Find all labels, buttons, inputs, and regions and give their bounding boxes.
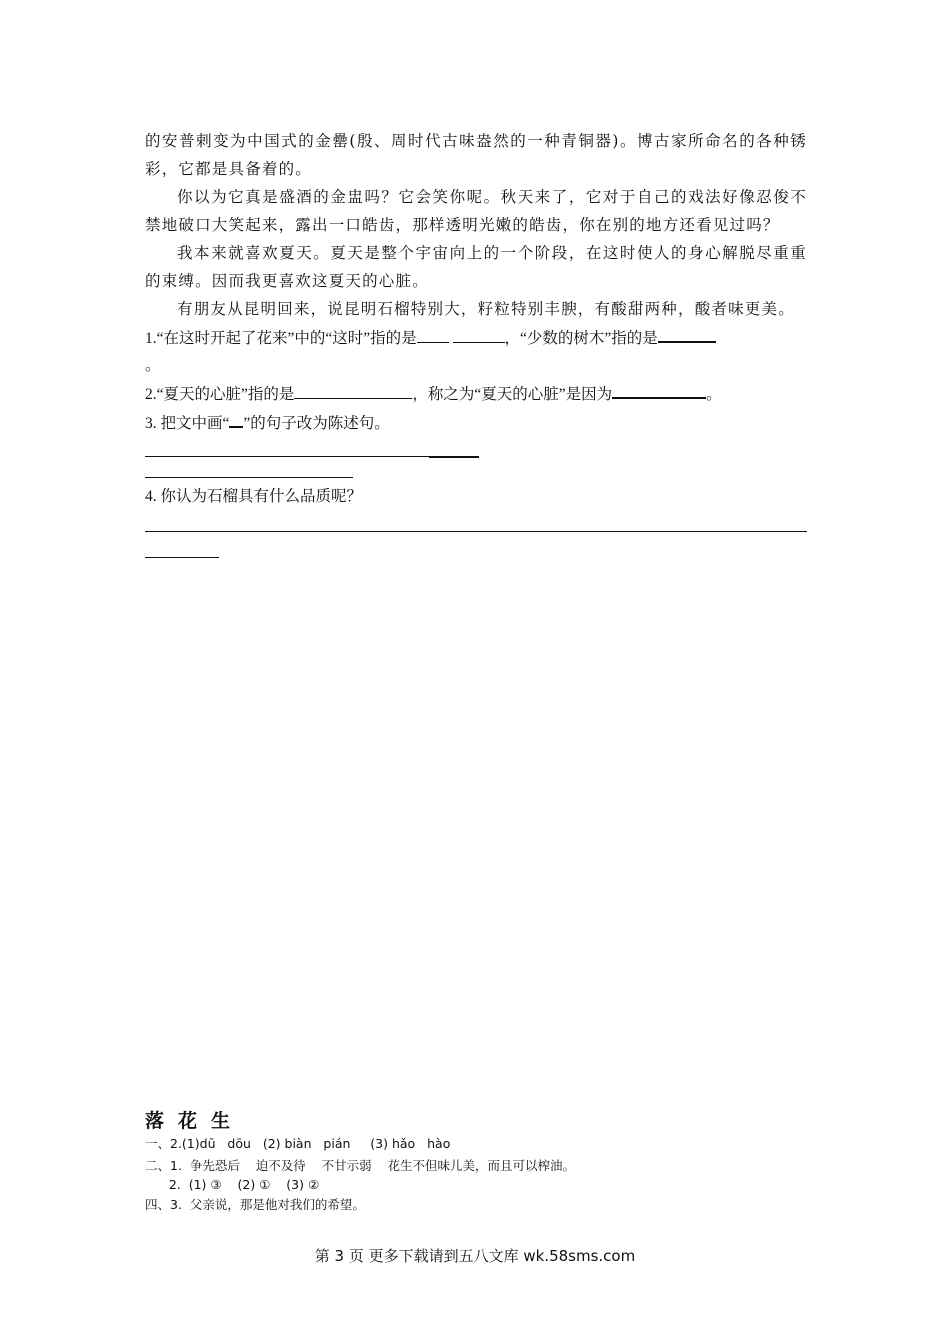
answer-key-line-4: 四、3. 父亲说，那是他对我们的希望。: [145, 1197, 365, 1212]
question-2-text-b: ，称之为“夏天的心脏”是因为: [412, 386, 613, 403]
passage-paragraph-4: 有朋友从昆明回来，说昆明石榴特别大，籽粒特别丰腴，有酸甜两种，酸者味更美。: [177, 300, 795, 318]
answer-key-line-3: 2. (1) ③ (2) ① (3) ②: [145, 1177, 320, 1192]
question-3: [145, 410, 807, 436]
page-footer: 第 3 页 更多下载请到五八文库 wk.58sms.com: [314, 1247, 636, 1265]
answer-key-title: 落花生: [145, 1110, 245, 1132]
answer-line-3a-end[interactable]: [429, 456, 479, 458]
answer-blank-2a[interactable]: [294, 382, 412, 399]
answer-blank-1b[interactable]: [453, 326, 505, 343]
question-3-text-b: ”的句子改为陈述句。: [243, 415, 390, 432]
question-2-text-a: 2.“夏天的心脏”指的是: [145, 386, 295, 403]
passage-paragraph-1: 的安普剌变为中国式的金罍(殷、周时代古味盎然的一种青铜器)。博古家所命名的各种锈彩，它都是具备着的。: [145, 132, 807, 178]
question-4: 4. 你认为石榴具有什么品质呢？: [145, 488, 363, 505]
question-2-end: 。: [706, 386, 722, 403]
answer-blank-1a[interactable]: [417, 326, 449, 343]
question-1-text-b: ，“少数的树木”指的是: [504, 330, 658, 347]
passage-paragraph-3: 我本来就喜欢夏天。夏天是整个宇宙向上的一个阶段，在这时使人的身心解脱尽重重的束缚。因而我更喜欢这夏天的心脏。: [145, 244, 807, 290]
answer-key-line-1: 一、2.(1)dū dōu (2) biàn pián (3) hǎo hào: [145, 1136, 451, 1151]
answer-blank-1c[interactable]: [658, 325, 716, 343]
answer-line-4a[interactable]: [145, 531, 807, 532]
question-3-text-a: 3. 把文中画“: [145, 415, 230, 432]
answer-blank-2b[interactable]: [612, 381, 706, 399]
question-2: [145, 381, 807, 407]
answer-key-line-2: 二、1. 争先恐后 迫不及待 不甘示弱 花生不但味儿美，而且可以榨油。: [145, 1158, 576, 1173]
question-1-text-a: 1.“在这时开起了花来”中的“这时”指的是: [145, 330, 417, 347]
answer-line-4b[interactable]: [145, 557, 219, 558]
answer-line-3a[interactable]: [145, 456, 429, 457]
underline-marker: [229, 410, 243, 428]
answer-line-3b[interactable]: [145, 477, 353, 478]
question-1-end: 。: [145, 357, 161, 374]
passage-paragraph-2: 你以为它真是盛酒的金盅吗？它会笑你呢。秋天来了，它对于自己的戏法好像忍俊不禁地破口大笑起来，露出一口皓齿，那样透明光嫩的皓齿，你在别的地方还看见过吗？: [145, 188, 807, 234]
question-1: [145, 325, 807, 351]
